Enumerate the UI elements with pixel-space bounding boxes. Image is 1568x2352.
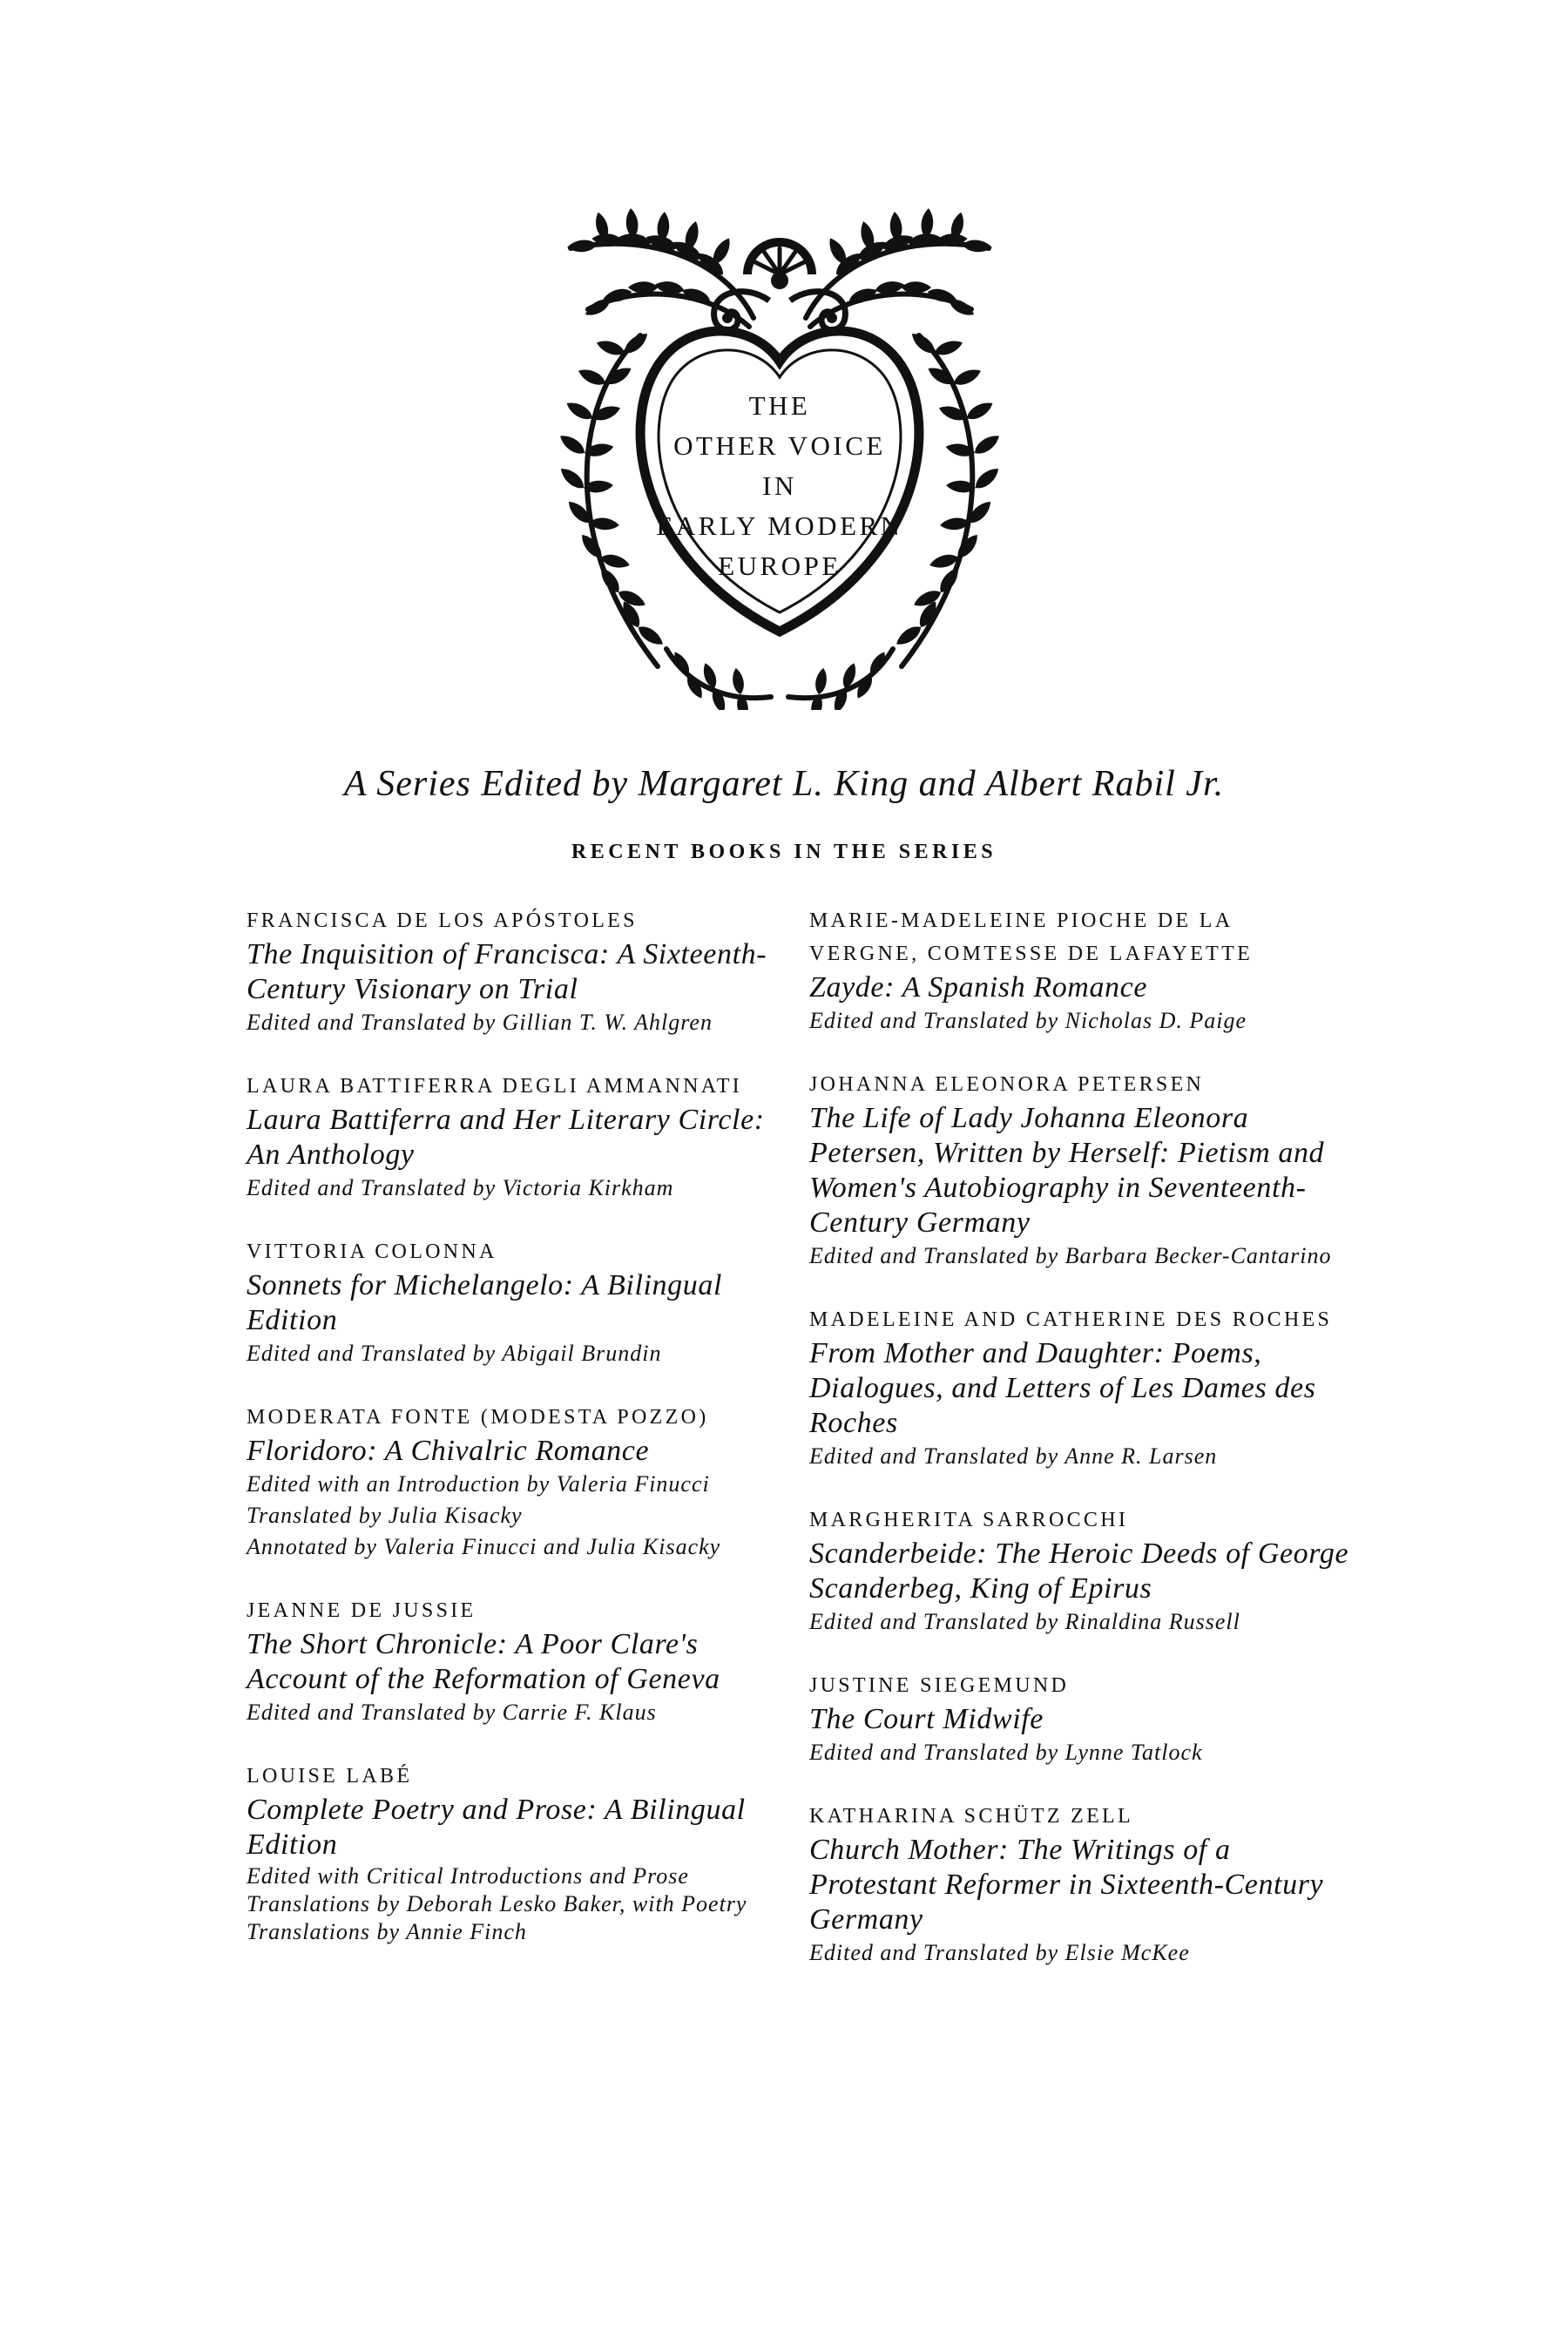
recent-books-heading: RECENT BOOKS IN THE SERIES [571, 841, 997, 863]
book-title: The Short Chronicle: A Poor Clare's Account of the Reformation of Geneva [247, 1628, 720, 1695]
book-author: MARIE-MADELEINE PIOCHE DE LA VERGNE, COMTESSE DE LAFAYETTE [809, 909, 1254, 965]
book-entry [247, 1401, 787, 1563]
book-entry [247, 1235, 787, 1369]
book-credit: Edited and Translated by Victoria Kirkham [247, 1175, 674, 1200]
left-book-column [247, 904, 787, 1977]
book-entry [809, 1669, 1349, 1768]
emblem-line: EARLY MODERN [656, 510, 903, 541]
book-credit: Edited and Translated by Elsie McKee [809, 1940, 1190, 1965]
book-entry [809, 1800, 1349, 1969]
book-credit: Edited and Translated by Lynne Tatlock [809, 1740, 1203, 1765]
book-credit: Edited and Translated by Nicholas D. Paige [809, 1008, 1247, 1033]
book-credit: Edited and Translated by Barbara Becker-Cantarino [809, 1243, 1332, 1268]
series-emblem [536, 179, 1024, 710]
book-entry [247, 1760, 787, 1946]
book-entry [247, 1594, 787, 1728]
book-credit: Edited and Translated by Abigail Brundin [247, 1341, 662, 1366]
book-entry [809, 904, 1349, 1037]
series-editors: A Series Edited by Margaret L. King and Albert Rabil Jr. [343, 764, 1225, 804]
book-author: MODERATA FONTE (MODESTA POZZO) [247, 1406, 709, 1429]
book-author: JOHANNA ELEONORA PETERSEN [809, 1073, 1205, 1096]
book-title: The Inquisition of Francisca: A Sixteenth-Century Visionary on Trial [247, 938, 767, 1005]
book-author: KATHARINA SCHÜTZ ZELL [809, 1805, 1133, 1828]
book-credit: Edited and Translated by Carrie F. Klaus [247, 1700, 657, 1725]
book-entry [809, 1504, 1349, 1638]
right-book-column [809, 904, 1349, 2000]
book-title: The Life of Lady Johanna Eleonora Petersen, Written by Herself: Pietism and Women's Autobiography in Seventeenth-Century Germany [809, 1102, 1325, 1239]
book-author: LAURA BATTIFERRA DEGLI AMMANNATI [247, 1075, 742, 1098]
emblem-line: EUROPE [718, 551, 841, 581]
book-author: JUSTINE SIEGEMUND [809, 1674, 1070, 1697]
book-credit: Annotated by Valeria Finucci and Julia Kisacky [247, 1534, 721, 1559]
book-credit: Edited with an Introduction by Valeria Finucci [247, 1471, 710, 1497]
book-credit: Edited and Translated by Gillian T. W. Ahlgren [247, 1010, 713, 1035]
book-author: MADELEINE AND CATHERINE DES ROCHES [809, 1308, 1333, 1331]
book-entry [247, 904, 787, 1038]
book-title: Scanderbeide: The Heroic Deeds of George Scanderbeg, King of Epirus [809, 1538, 1349, 1605]
book-title: Zayde: A Spanish Romance [809, 971, 1148, 1004]
book-credit: Edited with Critical Introductions and Prose Translations by Deborah Lesko Baker, with Poetry Translations by Annie Finch [247, 1863, 747, 1944]
book-credit: Edited and Translated by Rinaldina Russell [809, 1609, 1240, 1634]
book-author: MARGHERITA SARROCCHI [809, 1509, 1129, 1531]
book-title: From Mother and Daughter: Poems, Dialogues, and Letters of Les Dames des Roches [809, 1337, 1316, 1439]
book-entry [809, 1303, 1349, 1472]
book-title: Floridoro: A Chivalric Romance [247, 1435, 650, 1467]
book-author: FRANCISCA DE LOS APÓSTOLES [247, 909, 638, 932]
emblem-line: THE [748, 390, 811, 421]
book-credit: Translated by Julia Kisacky [247, 1503, 523, 1528]
emblem-line: OTHER VOICE [673, 430, 886, 461]
emblem-line: IN [762, 470, 797, 501]
book-author: JEANNE DE JUSSIE [247, 1599, 476, 1622]
book-title: Church Mother: The Writings of a Protestant Reformer in Sixteenth-Century Germany [809, 1834, 1324, 1936]
book-entry [247, 1070, 787, 1204]
book-title: Laura Battiferra and Her Literary Circle: An Anthology [247, 1104, 765, 1171]
emblem-series-title [623, 386, 936, 586]
book-title: Complete Poetry and Prose: A Bilingual Edition [247, 1794, 746, 1861]
book-title: The Court Midwife [809, 1703, 1044, 1735]
book-title: Sonnets for Michelangelo: A Bilingual Edition [247, 1269, 722, 1336]
book-author: VITTORIA COLONNA [247, 1240, 497, 1263]
book-entry [809, 1068, 1349, 1272]
book-credit: Edited and Translated by Anne R. Larsen [809, 1443, 1218, 1469]
book-author: LOUISE LABÉ [247, 1765, 413, 1788]
